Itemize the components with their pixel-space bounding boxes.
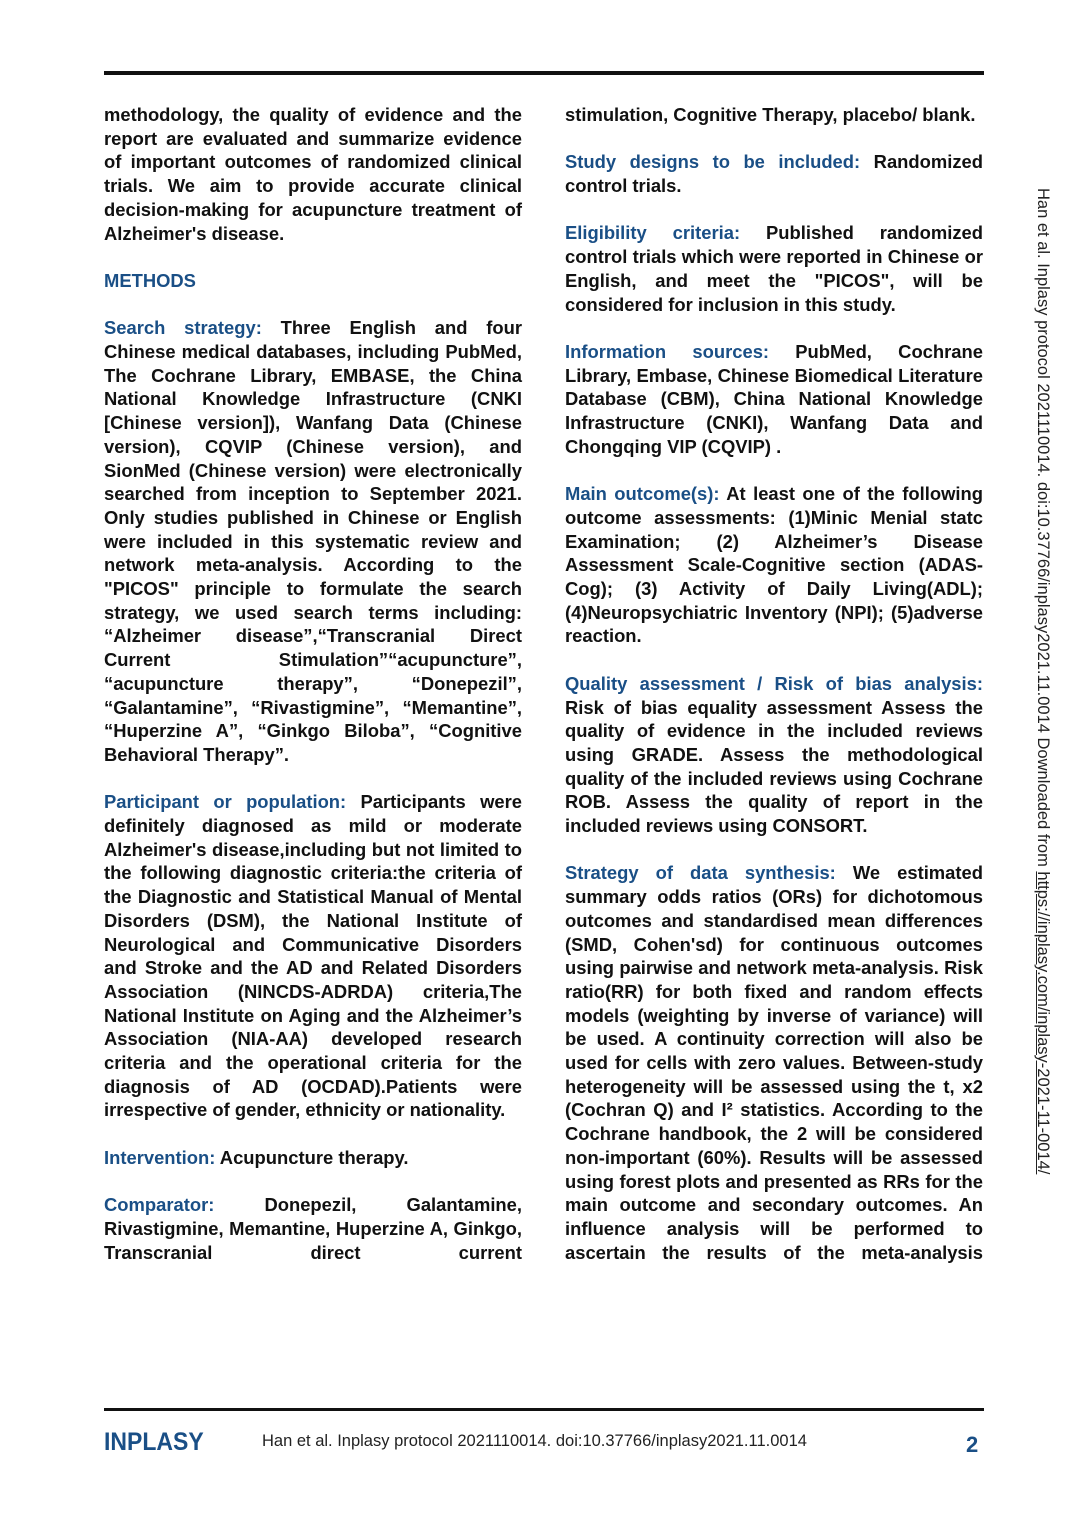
methods-heading: METHODS: [104, 269, 196, 291]
page-number: 2: [966, 1432, 979, 1457]
data-synthesis-text: We estimated summary odds ratios (ORs) for dichotomous outcomes and standardised mean differences (SMD, Cohen'sd) for continuous outcomes using pairwise and network meta-analysis. Risk ratio(RR) for both fixed and random effects models (weighting by inverse of variance) will be used. A continuity correction will also be used for cells with zero values. Between-study heterogeneity will be assessed using the t, x2 (Cochran Q) and I² statistics. According to the Cochrane handbook, the 2 will be considered non-important (60%). Results will be assessed using forest plots and presented as RRs for the main outcome and secondary outcomes. An influence analysis will be performed to ascertain the results of the meta-analysis: [565, 862, 983, 1263]
comparator-continued-paragraph: stimulation, Cognitive Therapy, placebo/ blank.: [565, 104, 976, 125]
data-synthesis-label: Strategy of data synthesis:: [565, 862, 836, 884]
search-strategy-text: Three English and four Chinese medical databases, including PubMed, The Cochrane Library, EMBASE, the China National Knowledge Infrastructure (CNKI [Chinese version]), Wanfang Data (Chinese version), CQVIP (Chinese version), and SionMed (Chinese version) were electronically searched from inception to September 2021. Only studies published in Chinese or English were included in this systematic review and network meta-analysis. According to the "PICOS" principle to formulate the search strategy, we used search terms including: “Alzheimer disease”,“Transcranial Direct Current Stimulation”“acupuncture”, “acupuncture therapy”, “Donepezil”, “Galantamine”, “Rivastigmine”, “Memantine”, “Huperzine A”, “Ginkgo Biloba”, “Cognitive Behavioral Therapy”.: [104, 317, 522, 765]
intervention-label: Intervention:: [104, 1146, 216, 1168]
comparator-text: Donepezil, Galantamine, Rivastigmine, Memantine, Huperzine A, Ginkgo, Transcranial direct current: [104, 1194, 522, 1263]
bottom-rule: [104, 1408, 984, 1411]
side-download-note: [1031, 188, 1055, 1308]
study-designs-paragraph: [565, 150, 983, 197]
study-designs-label: Study designs to be included:: [565, 151, 861, 173]
eligibility-label: Eligibility criteria:: [565, 222, 741, 244]
eligibility-text: Published randomized control trials which were reported in Chinese or English, and meet the "PICOS", will be considered for inclusion in this study.: [565, 222, 983, 315]
side-note-link[interactable]: https://inplasy.com/inplasy-2021-11-0014/: [1034, 871, 1052, 1175]
information-sources-paragraph: [565, 340, 983, 459]
side-note-text: Han et al. Inplasy protocol 2021110014. doi:10.37766/inplasy2021.11.0014 Downloaded from: [1034, 188, 1052, 872]
intervention-text: Acupuncture therapy.: [215, 1146, 409, 1168]
quality-assessment-label: Quality assessment / Risk of bias analysis:: [565, 672, 983, 694]
main-outcomes-paragraph: [565, 482, 983, 648]
comparator-paragraph: [104, 1193, 522, 1264]
search-strategy-label: Search strategy:: [104, 317, 262, 339]
quality-assessment-paragraph: [565, 672, 983, 838]
data-synthesis-paragraph: [565, 861, 983, 1264]
participant-text: Participants were definitely diagnosed as mild or moderate Alzheimer's disease,including but not limited to the following diagnostic criteria:the criteria of the Diagnostic and Statistical Manual of Mental Disorders (DSM), the National Institute of Neurological and Communicative Disorders and Stroke and the AD and Related Disorders Association (NINCDS-ADRDA) criteria,The National Institute on Aging and the Alzheimer’s Association (NIA-AA) developed research criteria and the operational criteria for the diagnosis of AD (OCDAD).Patients were irrespective of gender, ethnicity or nationality.: [104, 791, 522, 1121]
intervention-paragraph: [104, 1146, 522, 1170]
left-column: [104, 103, 522, 1288]
study-designs-text: Randomized control trials.: [565, 151, 983, 197]
footer-brand-logo: INPLASY: [104, 1428, 204, 1456]
right-column: [565, 103, 983, 1288]
quality-assessment-text: Risk of bias equality assessment Assess the quality of evidence in the included reviews using GRADE. Assess the methodological quality of the included reviews using Cochrane ROB. Assess the quality of report in the included reviews using CONSORT.: [565, 696, 983, 837]
eligibility-paragraph: [565, 221, 983, 316]
search-strategy-paragraph: [104, 316, 522, 766]
main-outcomes-text: At least one of the following outcome assessments: (1)Minic Menial statc Examination; (2) Alzheimer’s Disease Assessment Scale-Cognitive section (ADAS-Cog); (3) Activity of Daily Living(ADL); (4)Neuropsychiatric Inventory (NPI); (5)adverse reaction.: [565, 483, 983, 647]
comparator-label: Comparator:: [104, 1194, 215, 1216]
participant-label: Participant or population:: [104, 791, 347, 813]
top-rule: [104, 71, 984, 75]
main-outcomes-label: Main outcome(s):: [565, 483, 720, 505]
footer-citation: Han et al. Inplasy protocol 2021110014. doi:10.37766/inplasy2021.11.0014: [262, 1432, 807, 1450]
intro-paragraph: methodology, the quality of evidence and the report are evaluated and summarize evidence of important outcomes of randomized clinical trials. We aim to provide accurate clinical decision-making for acupuncture treatment of Alzheimer's disease.: [104, 104, 522, 244]
information-sources-text: PubMed, Cochrane Library, Embase, Chinese Biomedical Literature Database (CBM), China National Knowledge Infrastructure (CNKI), Wanfang Data and Chongqing VIP (CQVIP) .: [565, 340, 983, 457]
participant-paragraph: [104, 790, 522, 1122]
information-sources-label: Information sources:: [565, 340, 770, 362]
